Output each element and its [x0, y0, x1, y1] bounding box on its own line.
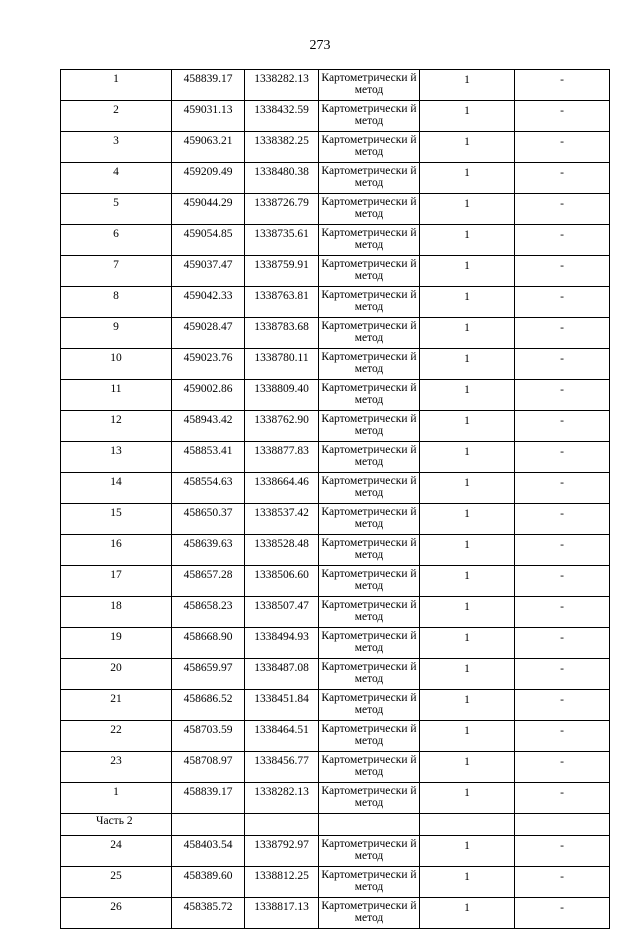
y-coordinate-cell: 1338763.81 [245, 287, 319, 318]
y-coordinate-cell: 1338780.11 [245, 349, 319, 380]
point-number-cell: 1 [61, 70, 172, 101]
method-cell: Картометрически й метод [319, 132, 420, 163]
y-coordinate-cell: 1338735.61 [245, 225, 319, 256]
accuracy-cell: 1 [420, 318, 515, 349]
table-row [61, 690, 610, 721]
x-coordinate-cell: 458659.97 [172, 659, 245, 690]
y-coordinate-cell: 1338432.59 [245, 101, 319, 132]
description-cell: - [515, 225, 610, 256]
table-row [61, 783, 610, 814]
table-row [61, 836, 610, 867]
part-2-label: Часть 2 [61, 814, 172, 836]
accuracy-cell: 1 [420, 659, 515, 690]
x-coordinate-cell: 458839.17 [172, 783, 245, 814]
accuracy-cell: 1 [420, 287, 515, 318]
point-number-cell: 14 [61, 473, 172, 504]
point-number-cell: 17 [61, 566, 172, 597]
y-coordinate-cell: 1338812.25 [245, 867, 319, 898]
description-cell: - [515, 287, 610, 318]
method-cell: Картометрически й метод [319, 783, 420, 814]
method-cell: Картометрически й метод [319, 287, 420, 318]
description-cell: - [515, 898, 610, 929]
x-coordinate-cell: 458403.54 [172, 836, 245, 867]
point-number-cell: 21 [61, 690, 172, 721]
table-row [61, 101, 610, 132]
point-number-cell: 7 [61, 256, 172, 287]
description-cell: - [515, 836, 610, 867]
description-cell: - [515, 867, 610, 898]
method-cell: Картометрически й метод [319, 411, 420, 442]
point-number-cell: 4 [61, 163, 172, 194]
description-cell: - [515, 132, 610, 163]
point-number-cell: 1 [61, 783, 172, 814]
method-cell: Картометрически й метод [319, 898, 420, 929]
x-coordinate-cell: 459023.76 [172, 349, 245, 380]
description-cell: - [515, 70, 610, 101]
accuracy-cell: 1 [420, 783, 515, 814]
x-coordinate-cell: 459044.29 [172, 194, 245, 225]
method-cell: Картометрически й метод [319, 752, 420, 783]
point-number-cell: 6 [61, 225, 172, 256]
method-cell: Картометрически й метод [319, 101, 420, 132]
accuracy-cell: 1 [420, 721, 515, 752]
x-coordinate-cell: 458639.63 [172, 535, 245, 566]
empty-cell [319, 814, 420, 836]
accuracy-cell: 1 [420, 690, 515, 721]
point-number-cell: 19 [61, 628, 172, 659]
x-coordinate-cell: 458708.97 [172, 752, 245, 783]
x-coordinate-cell: 458943.42 [172, 411, 245, 442]
table-row [61, 752, 610, 783]
table-row [61, 504, 610, 535]
accuracy-cell: 1 [420, 101, 515, 132]
description-cell: - [515, 504, 610, 535]
description-cell: - [515, 256, 610, 287]
accuracy-cell: 1 [420, 349, 515, 380]
table-row [61, 318, 610, 349]
accuracy-cell: 1 [420, 836, 515, 867]
accuracy-cell: 1 [420, 867, 515, 898]
point-number-cell: 12 [61, 411, 172, 442]
x-coordinate-cell: 458657.28 [172, 566, 245, 597]
x-coordinate-cell: 458839.17 [172, 70, 245, 101]
table-row [61, 898, 610, 929]
point-number-cell: 20 [61, 659, 172, 690]
method-cell: Картометрически й метод [319, 659, 420, 690]
description-cell: - [515, 752, 610, 783]
table-row [61, 473, 610, 504]
description-cell: - [515, 380, 610, 411]
method-cell: Картометрически й метод [319, 597, 420, 628]
y-coordinate-cell: 1338528.48 [245, 535, 319, 566]
table-row [61, 535, 610, 566]
method-cell: Картометрически й метод [319, 380, 420, 411]
table-row [61, 132, 610, 163]
y-coordinate-cell: 1338464.51 [245, 721, 319, 752]
table-row [61, 256, 610, 287]
table-row [61, 287, 610, 318]
point-number-cell: 22 [61, 721, 172, 752]
description-cell: - [515, 473, 610, 504]
point-number-cell: 25 [61, 867, 172, 898]
page-number: 273 [309, 38, 331, 53]
description-cell: - [515, 566, 610, 597]
description-cell: - [515, 163, 610, 194]
method-cell: Картометрически й метод [319, 867, 420, 898]
y-coordinate-cell: 1338382.25 [245, 132, 319, 163]
description-cell: - [515, 597, 610, 628]
x-coordinate-cell: 458650.37 [172, 504, 245, 535]
point-number-cell: 2 [61, 101, 172, 132]
y-coordinate-cell: 1338282.13 [245, 70, 319, 101]
empty-cell [172, 814, 245, 836]
method-cell: Картометрически й метод [319, 318, 420, 349]
description-cell: - [515, 628, 610, 659]
y-coordinate-cell: 1338783.68 [245, 318, 319, 349]
accuracy-cell: 1 [420, 442, 515, 473]
x-coordinate-cell: 459037.47 [172, 256, 245, 287]
point-number-cell: 9 [61, 318, 172, 349]
point-number-cell: 13 [61, 442, 172, 473]
method-cell: Картометрически й метод [319, 566, 420, 597]
point-number-cell: 15 [61, 504, 172, 535]
description-cell: - [515, 101, 610, 132]
table-row [61, 411, 610, 442]
y-coordinate-cell: 1338759.91 [245, 256, 319, 287]
method-cell: Картометрически й метод [319, 473, 420, 504]
method-cell: Картометрически й метод [319, 442, 420, 473]
description-cell: - [515, 535, 610, 566]
x-coordinate-cell: 458389.60 [172, 867, 245, 898]
point-number-cell: 3 [61, 132, 172, 163]
point-number-cell: 10 [61, 349, 172, 380]
description-cell: - [515, 349, 610, 380]
accuracy-cell: 1 [420, 535, 515, 566]
method-cell: Картометрически й метод [319, 628, 420, 659]
accuracy-cell: 1 [420, 256, 515, 287]
method-cell: Картометрически й метод [319, 256, 420, 287]
method-cell: Картометрически й метод [319, 70, 420, 101]
y-coordinate-cell: 1338487.08 [245, 659, 319, 690]
accuracy-cell: 1 [420, 566, 515, 597]
y-coordinate-cell: 1338506.60 [245, 566, 319, 597]
accuracy-cell: 1 [420, 225, 515, 256]
table-row [61, 194, 610, 225]
x-coordinate-cell: 458668.90 [172, 628, 245, 659]
description-cell: - [515, 721, 610, 752]
point-number-cell: 16 [61, 535, 172, 566]
point-number-cell: 23 [61, 752, 172, 783]
accuracy-cell: 1 [420, 163, 515, 194]
description-cell: - [515, 318, 610, 349]
accuracy-cell: 1 [420, 132, 515, 163]
y-coordinate-cell: 1338451.84 [245, 690, 319, 721]
y-coordinate-cell: 1338762.90 [245, 411, 319, 442]
x-coordinate-cell: 458686.52 [172, 690, 245, 721]
table-body-part-2-header [61, 814, 610, 836]
x-coordinate-cell: 459042.33 [172, 287, 245, 318]
method-cell: Картометрически й метод [319, 504, 420, 535]
table-row [61, 225, 610, 256]
x-coordinate-cell: 458658.23 [172, 597, 245, 628]
point-number-cell: 24 [61, 836, 172, 867]
point-number-cell: 18 [61, 597, 172, 628]
table-row [61, 597, 610, 628]
y-coordinate-cell: 1338282.13 [245, 783, 319, 814]
empty-cell [420, 814, 515, 836]
y-coordinate-cell: 1338480.38 [245, 163, 319, 194]
y-coordinate-cell: 1338817.13 [245, 898, 319, 929]
table-row [61, 70, 610, 101]
accuracy-cell: 1 [420, 194, 515, 225]
y-coordinate-cell: 1338809.40 [245, 380, 319, 411]
accuracy-cell: 1 [420, 411, 515, 442]
description-cell: - [515, 442, 610, 473]
accuracy-cell: 1 [420, 70, 515, 101]
method-cell: Картометрически й метод [319, 836, 420, 867]
empty-cell [515, 814, 610, 836]
y-coordinate-cell: 1338664.46 [245, 473, 319, 504]
y-coordinate-cell: 1338456.77 [245, 752, 319, 783]
description-cell: - [515, 659, 610, 690]
x-coordinate-cell: 459054.85 [172, 225, 245, 256]
y-coordinate-cell: 1338507.47 [245, 597, 319, 628]
point-number-cell: 11 [61, 380, 172, 411]
x-coordinate-cell: 458554.63 [172, 473, 245, 504]
table-row [61, 442, 610, 473]
description-cell: - [515, 690, 610, 721]
x-coordinate-cell: 459002.86 [172, 380, 245, 411]
description-cell: - [515, 783, 610, 814]
method-cell: Картометрически й метод [319, 721, 420, 752]
x-coordinate-cell: 459063.21 [172, 132, 245, 163]
x-coordinate-cell: 459209.49 [172, 163, 245, 194]
point-number-cell: 5 [61, 194, 172, 225]
x-coordinate-cell: 459031.13 [172, 101, 245, 132]
coordinates-table [60, 69, 610, 929]
point-number-cell: 26 [61, 898, 172, 929]
x-coordinate-cell: 459028.47 [172, 318, 245, 349]
empty-cell [245, 814, 319, 836]
accuracy-cell: 1 [420, 597, 515, 628]
x-coordinate-cell: 458853.41 [172, 442, 245, 473]
accuracy-cell: 1 [420, 380, 515, 411]
x-coordinate-cell: 458703.59 [172, 721, 245, 752]
method-cell: Картометрически й метод [319, 194, 420, 225]
table-body-part-1 [61, 70, 610, 814]
table-row [61, 380, 610, 411]
y-coordinate-cell: 1338537.42 [245, 504, 319, 535]
method-cell: Картометрически й метод [319, 225, 420, 256]
y-coordinate-cell: 1338792.97 [245, 836, 319, 867]
table-row [61, 659, 610, 690]
y-coordinate-cell: 1338726.79 [245, 194, 319, 225]
y-coordinate-cell: 1338494.93 [245, 628, 319, 659]
table-row [61, 163, 610, 194]
table-body-part-2 [61, 836, 610, 929]
accuracy-cell: 1 [420, 473, 515, 504]
accuracy-cell: 1 [420, 628, 515, 659]
accuracy-cell: 1 [420, 504, 515, 535]
method-cell: Картометрически й метод [319, 349, 420, 380]
description-cell: - [515, 411, 610, 442]
x-coordinate-cell: 458385.72 [172, 898, 245, 929]
table-row [61, 566, 610, 597]
table-row [61, 867, 610, 898]
y-coordinate-cell: 1338877.83 [245, 442, 319, 473]
point-number-cell: 8 [61, 287, 172, 318]
part-2-row [61, 814, 610, 836]
method-cell: Картометрически й метод [319, 535, 420, 566]
method-cell: Картометрически й метод [319, 163, 420, 194]
description-cell: - [515, 194, 610, 225]
table-row [61, 721, 610, 752]
table-row [61, 349, 610, 380]
accuracy-cell: 1 [420, 898, 515, 929]
method-cell: Картометрически й метод [319, 690, 420, 721]
accuracy-cell: 1 [420, 752, 515, 783]
table-row [61, 628, 610, 659]
